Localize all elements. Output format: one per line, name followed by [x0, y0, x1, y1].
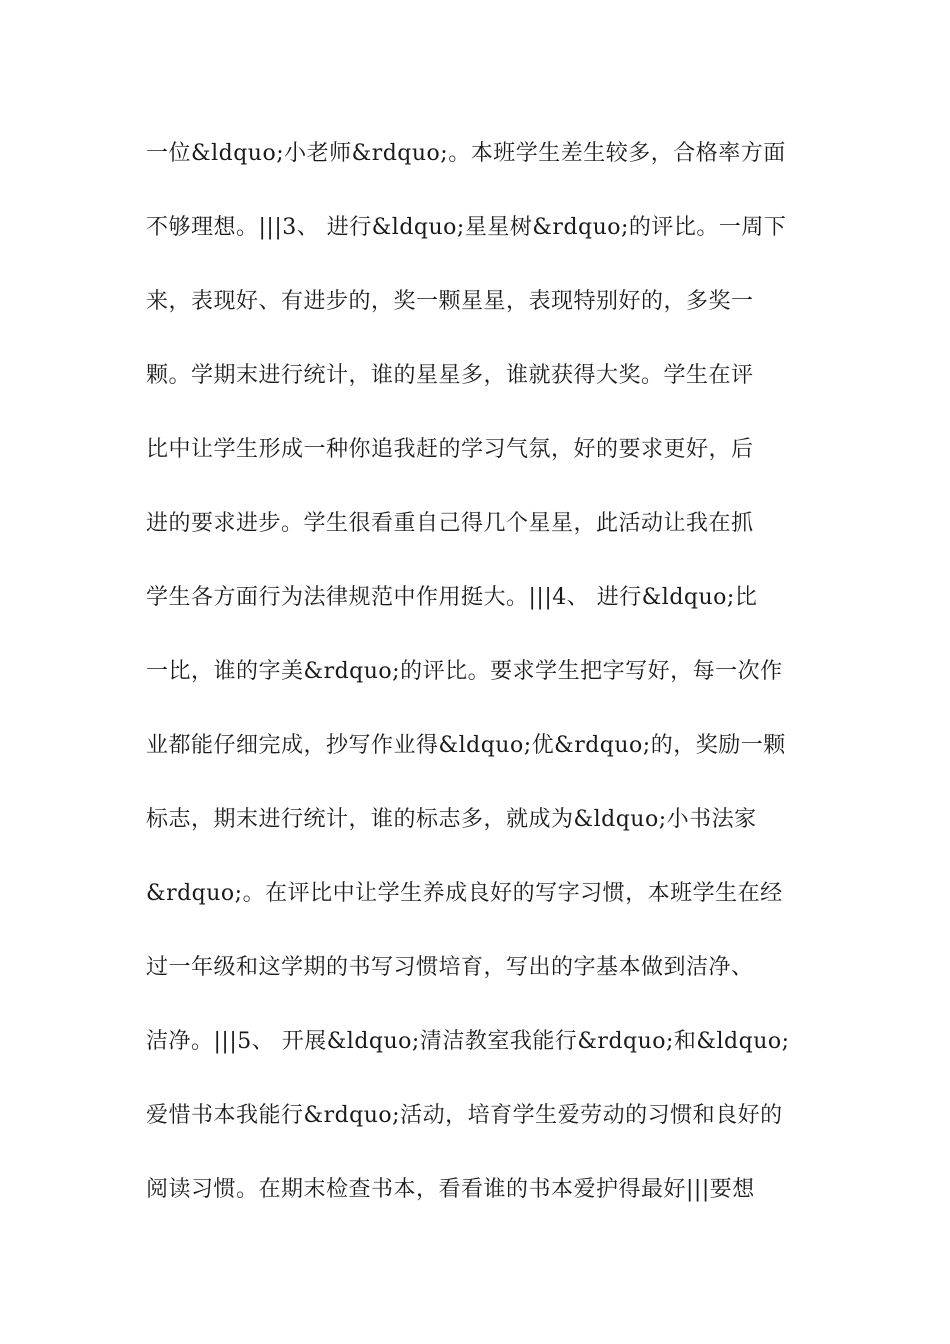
text-line-15: 阅读习惯。在期末检查书本，看看谁的书本爱护得最好|||要想 — [146, 1177, 755, 1202]
text-line-13: 洁净。|||5、 开展&ldquo;清洁教室我能行&rdquo;和&ldquo; — [146, 1029, 790, 1054]
text-line-7: 学生各方面行为法律规范中作用挺大。|||4、 进行&ldquo;比 — [146, 585, 758, 610]
text-line-8: 一比，谁的字美&rdquo;的评比。要求学生把字写好，每一次作 — [146, 659, 783, 684]
text-line-5: 比中让学生形成一种你追我赶的学习气氛，好的要求更好，后 — [146, 437, 754, 462]
text-line-9: 业都能仔细完成，抄写作业得&ldquo;优&rdquo;的，奖励一颗 — [146, 733, 786, 758]
text-line-10: 标志，期末进行统计，谁的标志多，就成为&ldquo;小书法家 — [146, 807, 757, 832]
text-line-1: 一位&ldquo;小老师&rdquo;。本班学生差生较多，合格率方面 — [146, 141, 786, 166]
text-line-12: 过一年级和这学期的书写习惯培育，写出的字基本做到洁净、 — [146, 955, 754, 980]
text-line-4: 颗。学期末进行统计，谁的星星多，谁就获得大奖。学生在评 — [146, 363, 754, 388]
text-line-11: &rdquo;。在评比中让学生养成良好的写字习惯，本班学生在经 — [146, 881, 783, 906]
text-line-14: 爱惜书本我能行&rdquo;活动，培育学生爱劳动的习惯和良好的 — [146, 1103, 783, 1128]
body-text — [146, 132, 811, 1242]
text-line-6: 进的要求进步。学生很看重自己得几个星星，此活动让我在抓 — [146, 511, 754, 536]
text-line-3: 来，表现好、有进步的，奖一颗星星，表现特别好的，多奖一 — [146, 289, 754, 314]
text-line-2: 不够理想。|||3、 进行&ldquo;星星树&rdquo;的评比。一周下 — [146, 215, 787, 240]
